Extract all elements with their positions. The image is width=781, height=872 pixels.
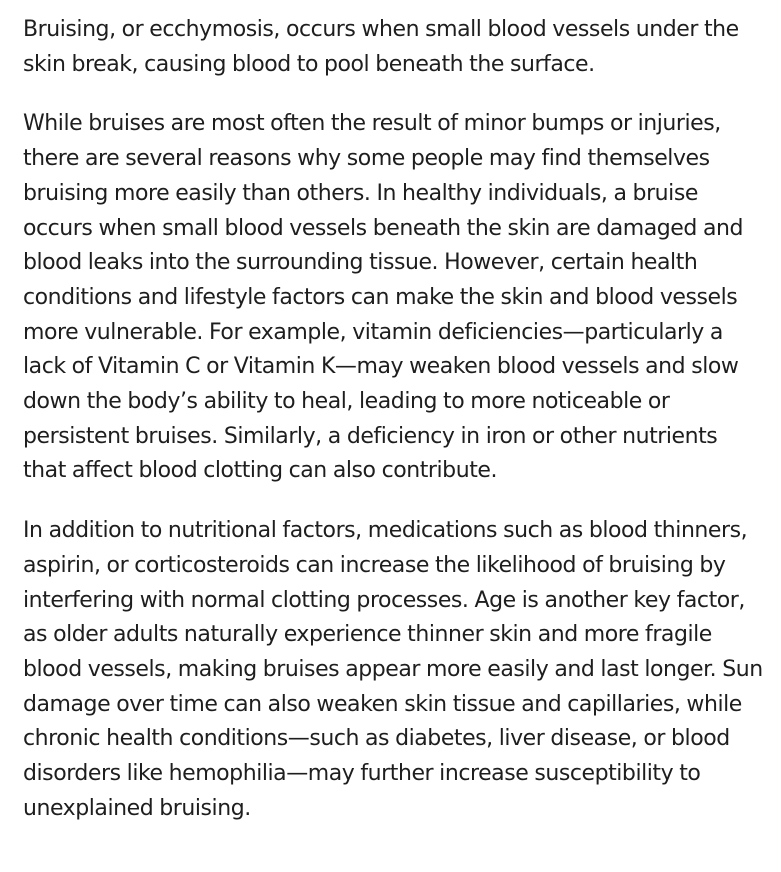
paragraph-risk-factors: In addition to nutritional factors, medications such as blood thinners, aspirin, or corticosteroids can increase the likelihood of bruising by interfering with normal clotting processes. Age is another key factor, as older adults naturally experience thinner skin and more fragile blood vessels, making bruises appear more easily and last longer. Sun damage over time can also weaken skin tissue and capillaries, while chronic health conditions—such as diabetes, liver disease, or blood disorders like hemophilia—may further increase susceptibility to unexplained bruising. xyxy=(23,518,763,821)
paragraph-causes: While bruises are most often the result of minor bumps or injuries, there are several reasons why some people may find themselves bruising more easily than others. In healthy individuals, a bruise occurs when small blood vessels beneath the skin are damaged and blood leaks into the surrounding tissue. However, certain health conditions and lifestyle factors can make the skin and blood vessels more vulnerable. For example, vitamin deficiencies—particularly a lack of Vitamin C or Vitamin K—may weaken blood vessels and slow down the body’s ability to heal, leading to more noticeable or persistent bruises. Similarly, a deficiency in iron or other nutrients that affect blood clotting can also contribute. xyxy=(23,111,743,484)
paragraph-intro: Bruising, or ecchymosis, occurs when small blood vessels under the skin break, causing blood to pool beneath the surface. xyxy=(23,17,739,77)
article-body xyxy=(23,13,763,851)
